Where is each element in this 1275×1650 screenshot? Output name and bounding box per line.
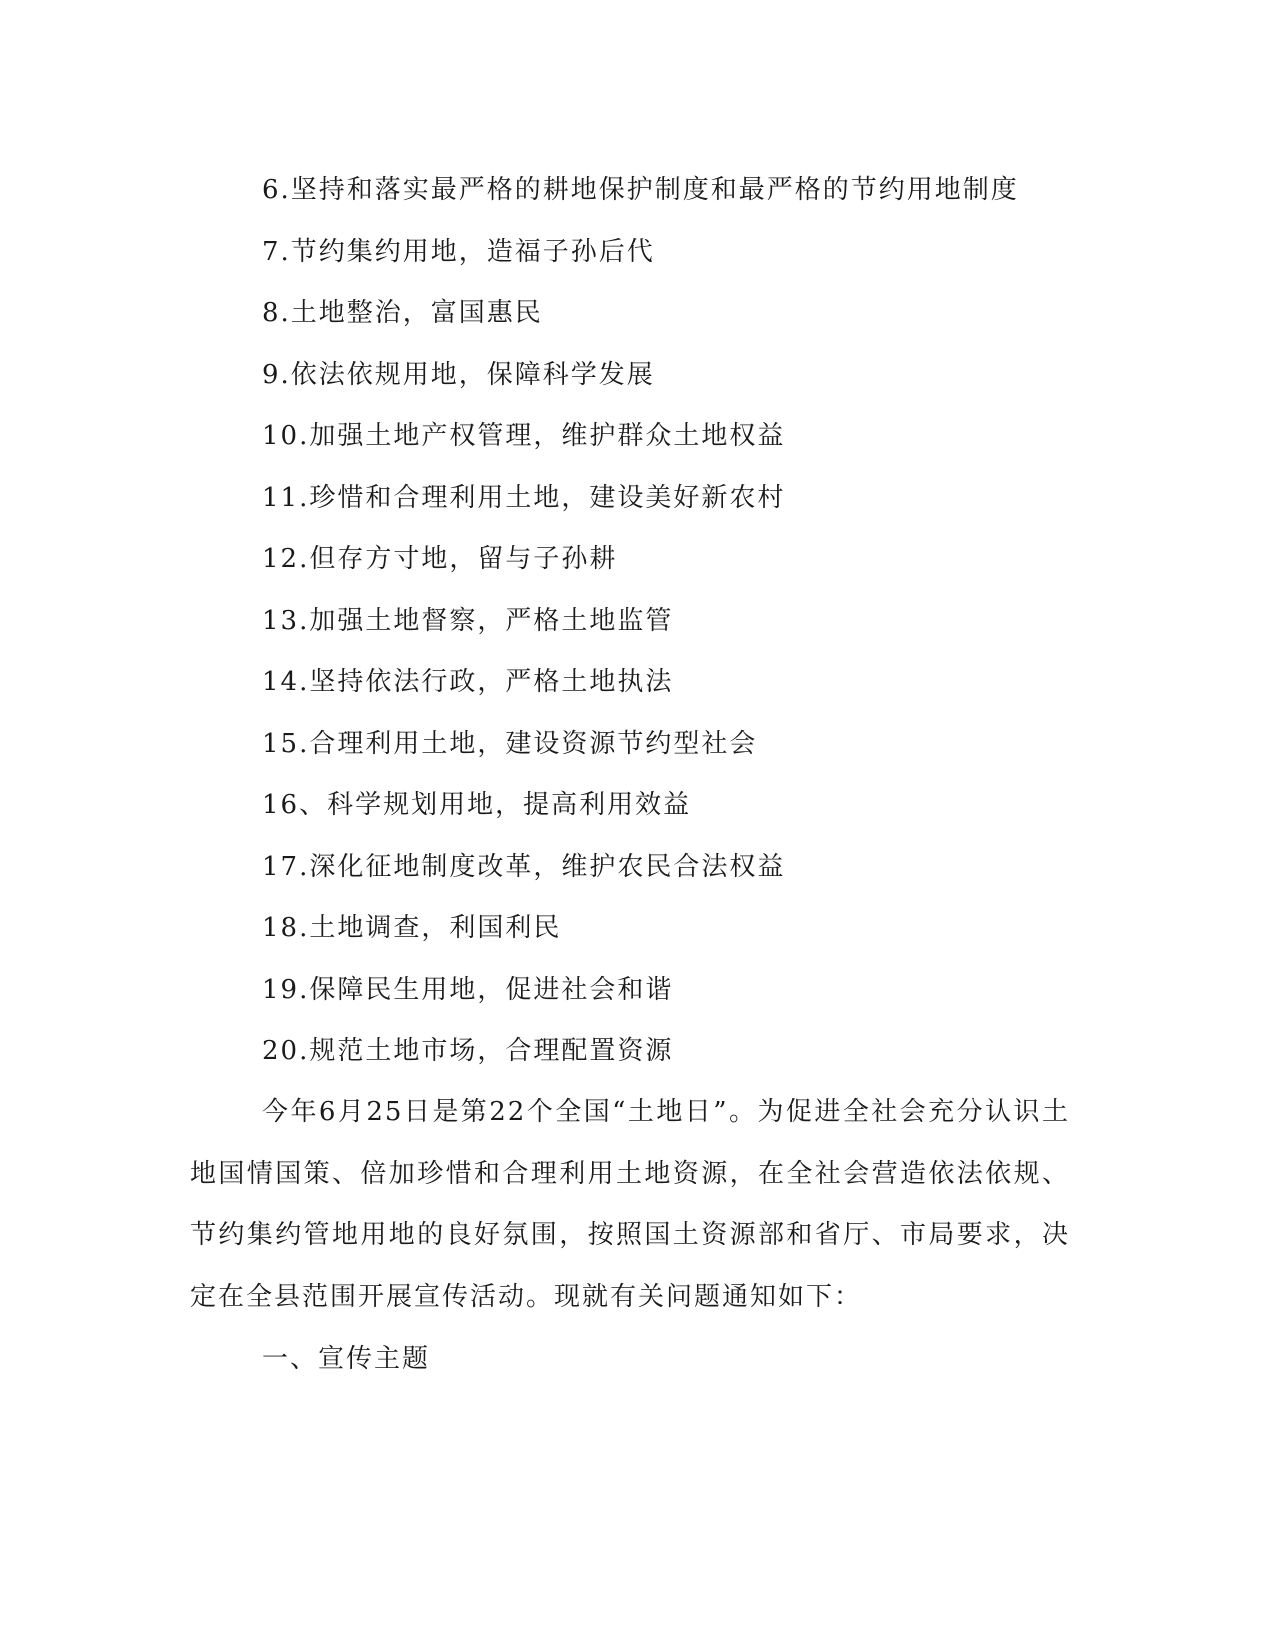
slogan-list [262, 160, 1019, 1083]
slogan-item: 13.加强土地督察，严格土地监管 [262, 605, 674, 636]
section-heading: 一、宣传主题 [262, 1344, 431, 1374]
notice-paragraph: 今年6月25日是第22个全国“土地日”。为促进全社会充分认识土地国情国策、倍加珍惜和合理利用土地资源，在全社会营造依法依规、节约集约管地用地的良好氛围，按照国土资源部和省厅、市局要求，决定在全县范围开展宣传活动。现就有关问题通知如下： [190, 1097, 1070, 1312]
slogan-item: 14.坚持依法行政，严格土地执法 [262, 667, 674, 697]
slogan-item: 17.深化征地制度改革，维护农民合法权益 [262, 851, 786, 882]
slogan-item: 16、科学规划用地，提高利用效益 [262, 790, 692, 820]
slogan-item: 10.加强土地产权管理，维护群众土地权益 [262, 421, 786, 451]
slogan-item: 11.珍惜和合理利用土地，建设美好新农村 [262, 482, 786, 513]
slogan-item: 20.规范土地市场，合理配置资源 [262, 1036, 674, 1066]
slogan-item: 8.土地整治，富国惠民 [262, 298, 543, 328]
slogan-item: 7.节约集约用地，造福子孙后代 [262, 236, 655, 267]
slogan-item: 18.土地调查，利国利民 [262, 913, 562, 943]
slogan-item: 9.依法依规用地，保障科学发展 [262, 359, 655, 390]
slogan-item: 6.坚持和落实最严格的耕地保护制度和最严格的节约用地制度 [262, 175, 1019, 205]
slogan-item: 12.但存方寸地，留与子孙耕 [262, 544, 618, 574]
slogan-item: 19.保障民生用地，促进社会和谐 [262, 974, 674, 1005]
slogan-item: 15.合理利用土地，建设资源节约型社会 [262, 728, 758, 759]
